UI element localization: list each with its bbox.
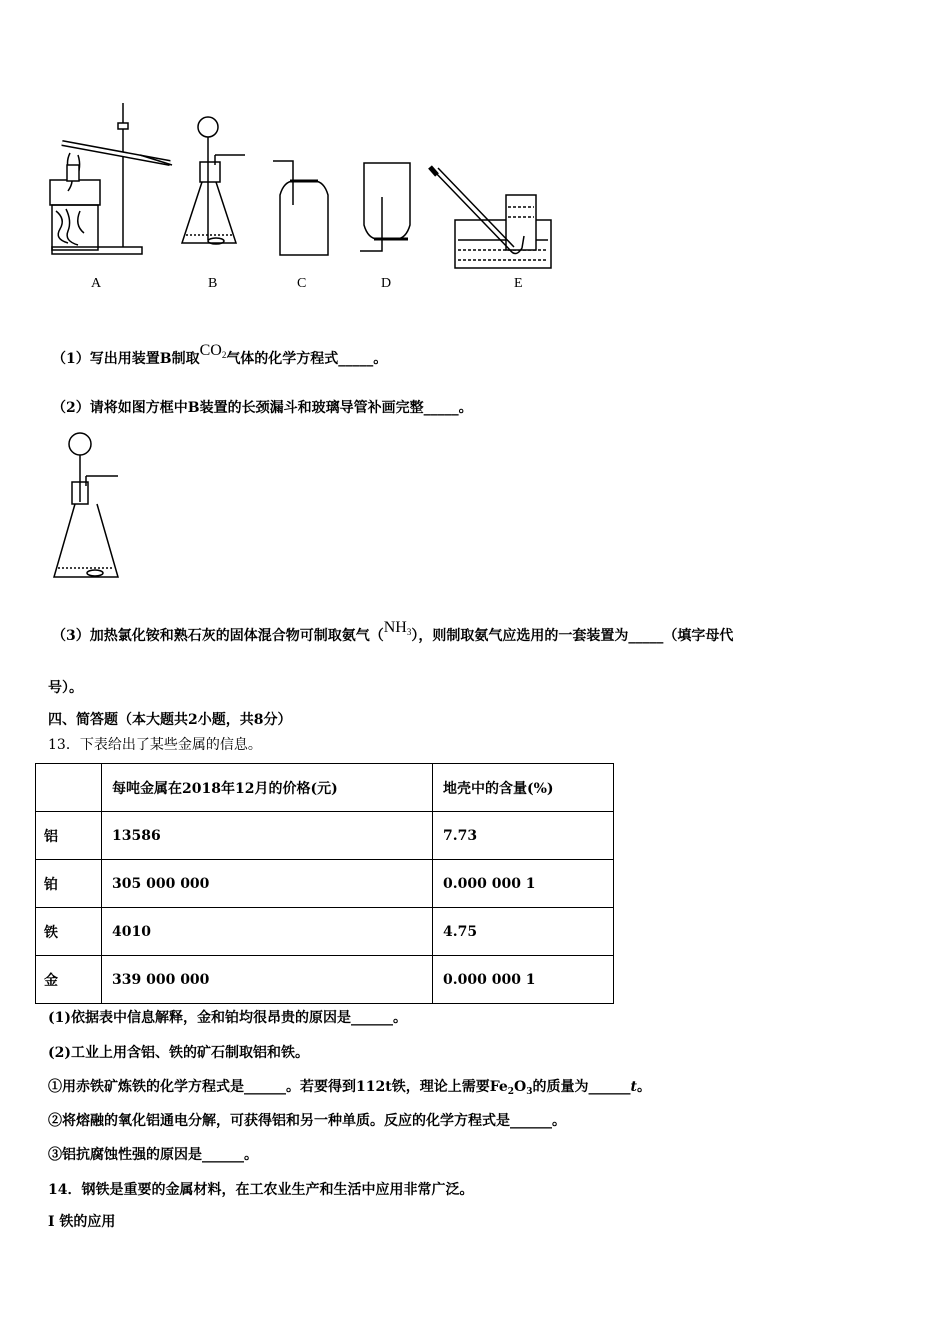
table-cell: 305 000 000: [102, 860, 433, 908]
q1-prefix: （1）写出用装置B制取: [52, 351, 200, 367]
table-cell: 4010: [102, 908, 433, 956]
label-a: A: [91, 276, 102, 291]
table-cell: 金: [36, 956, 102, 1004]
apparatus-e: [430, 167, 551, 268]
question-13-part-2: (2)工业上用含铝、铁的矿石制取铝和铁。: [48, 1045, 309, 1061]
label-b: B: [208, 276, 218, 291]
table-row: [36, 956, 614, 1004]
question-13-part-2-1: ①用赤铁矿炼铁的化学方程式是______。若要得到112t铁，理论上需要$Fe_2O_3$的质量为______t。: [48, 1079, 651, 1097]
label-d: D: [381, 276, 392, 291]
question-3-line2: 号）。: [48, 680, 83, 696]
table-cell: 铝: [36, 812, 102, 860]
q3-suffix: ），则制取氨气应选用的一套装置为_____（填字母代: [411, 628, 734, 644]
apparatus-c: [273, 161, 328, 255]
table-row: [36, 860, 614, 908]
question-2: （2）请将如图方框中B装置的长颈漏斗和玻璃导管补画完整_____。: [52, 400, 473, 416]
table-row: [36, 812, 614, 860]
table-cell: 339 000 000: [102, 956, 433, 1004]
table-header-row: [36, 764, 614, 812]
table-header-cell: 每吨金属在2018年12月的价格(元): [102, 764, 433, 812]
table-cell: 铂: [36, 860, 102, 908]
flask-b-figure: [50, 430, 130, 585]
question-1: [52, 342, 388, 368]
table-cell: 4.75: [433, 908, 614, 956]
table-cell: 铁: [36, 908, 102, 956]
question-14-intro: 14．钢铁是重要的金属材料，在工农业生产和生活中应用非常广泛。: [48, 1182, 474, 1198]
table-row: [36, 908, 614, 956]
nh3-formula: $NH_3$: [383, 619, 412, 637]
table-cell: 0.000 000 1: [433, 956, 614, 1004]
question-13-part-1: (1)依据表中信息解释，金和铂均很昂贵的原因是______。: [48, 1010, 407, 1026]
table-cell: 7.73: [433, 812, 614, 860]
section-4-heading: 四、简答题（本大题共2小题，共8分）: [48, 712, 292, 728]
label-c: C: [297, 276, 307, 291]
q1-suffix: 气体的化学方程式_____。: [226, 351, 388, 367]
table-header-cell: 地壳中的含量(%): [433, 764, 614, 812]
q3-prefix: （3）加热氯化铵和熟石灰的固体混合物可制取氨气（: [52, 628, 384, 644]
table-header-cell: [36, 764, 102, 812]
question-14-sub-heading: I 铁的应用: [48, 1214, 116, 1230]
question-13-part-2-2: ②将熔融的氧化铝通电分解，可获得铝和另一种单质。反应的化学方程式是______。: [48, 1113, 566, 1129]
question-13-part-2-3: ③铝抗腐蚀性强的原因是______。: [48, 1147, 258, 1163]
label-e: E: [514, 276, 523, 291]
apparatus-figure: [40, 95, 570, 300]
question-3: [52, 619, 734, 645]
apparatus-a: [50, 103, 172, 254]
apparatus-d: [360, 163, 410, 251]
question-13-intro: 13．下表给出了某些金属的信息。: [48, 737, 262, 753]
table-cell: 0.000 000 1: [433, 860, 614, 908]
table-cell: 13586: [102, 812, 433, 860]
co2-formula: $CO_2$: [199, 342, 227, 360]
metal-info-table: [35, 763, 614, 1004]
apparatus-b: [182, 117, 245, 244]
